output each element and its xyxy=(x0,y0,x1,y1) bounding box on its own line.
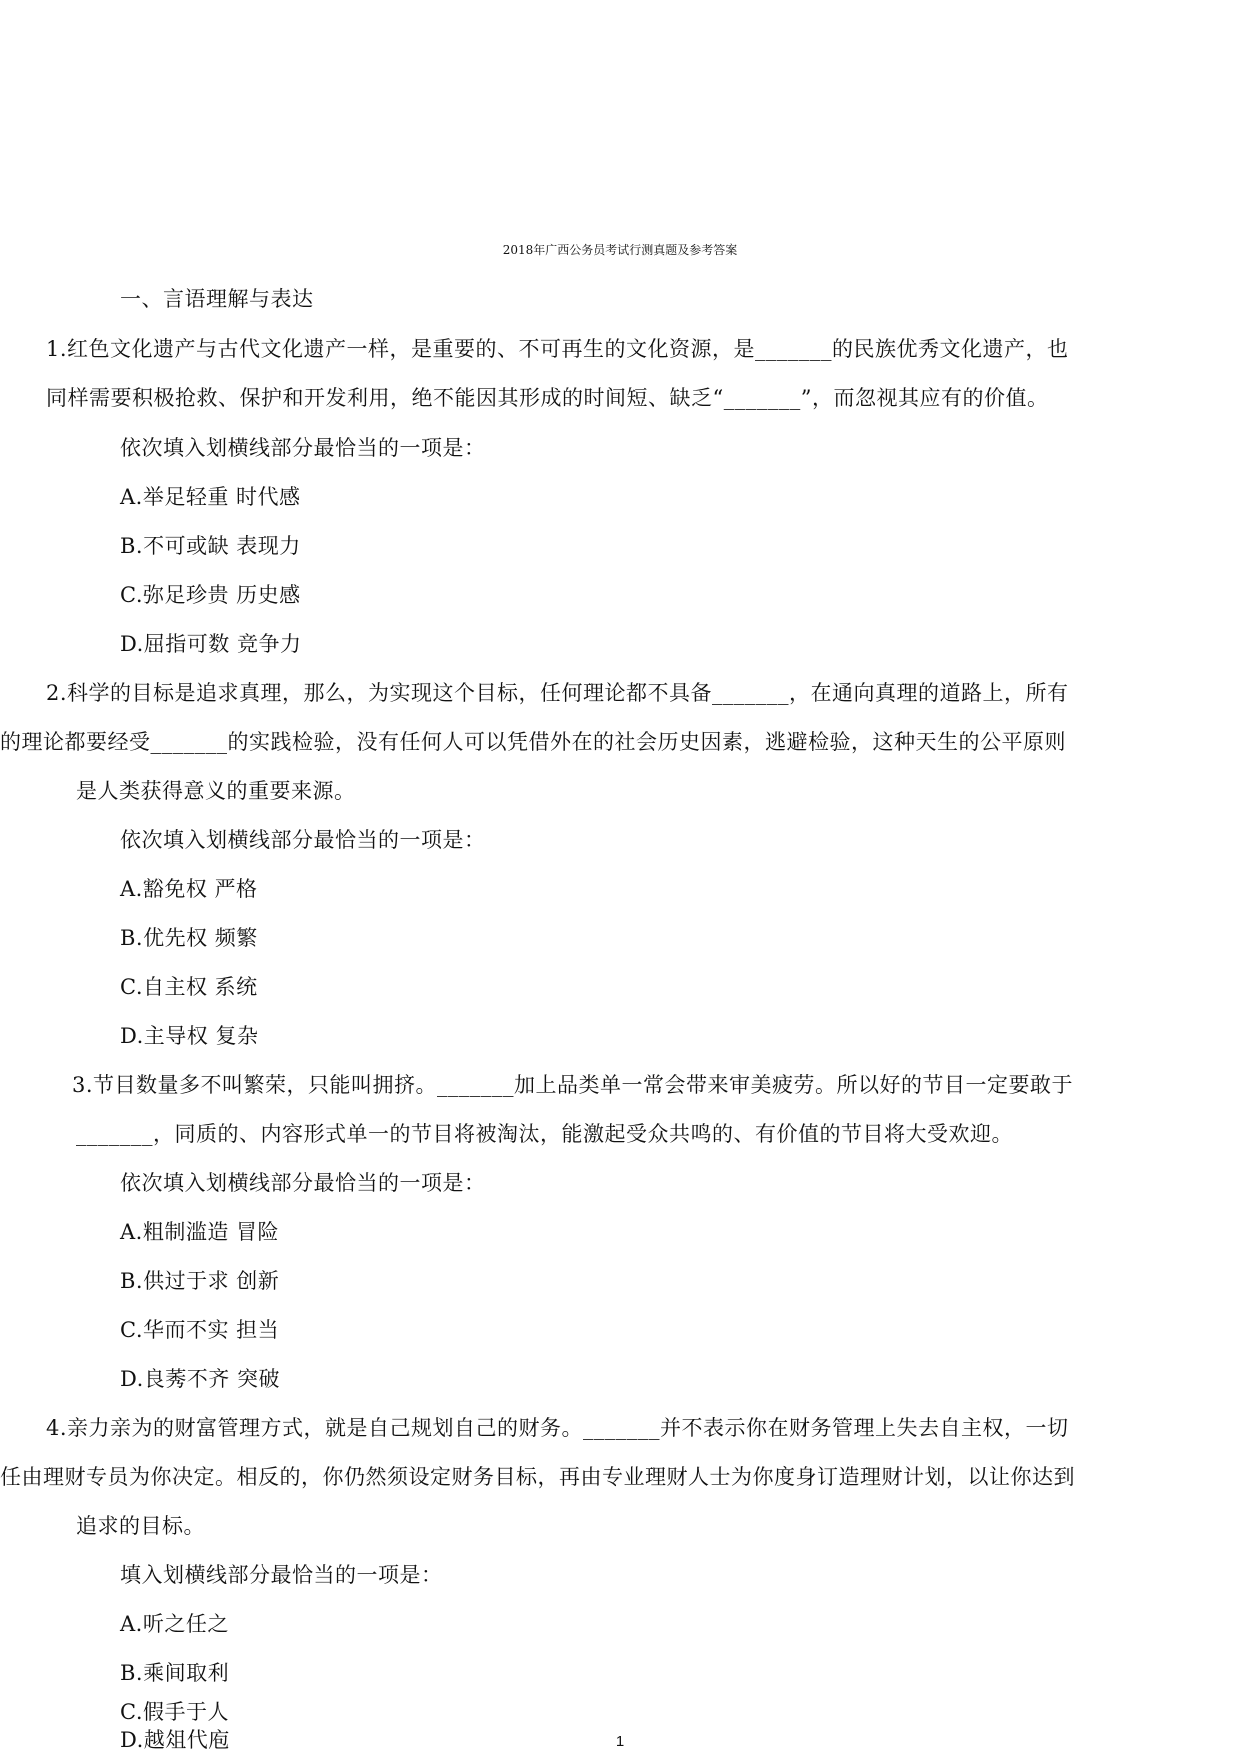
question-1-line-1: 1.红色文化遗产与古代文化遗产一样，是重要的、不可再生的文化资源，是_______的民族优秀文化遗产，也 xyxy=(46,337,1069,361)
question-1-option-d: D.屈指可数 竞争力 xyxy=(120,632,302,656)
question-4-line-1: 4.亲力亲为的财富管理方式，就是自己规划自己的财务。_______并不表示你在财务管理上失去自主权，一切 xyxy=(46,1416,1069,1440)
question-4-prompt: 填入划横线部分最恰当的一项是： xyxy=(120,1563,443,1587)
page-number: 1 xyxy=(615,1733,625,1750)
question-3-prompt: 依次填入划横线部分最恰当的一项是： xyxy=(120,1171,486,1195)
question-1-option-b: B.不可或缺 表现力 xyxy=(120,534,301,558)
question-4-line-3: 追求的目标。 xyxy=(76,1514,205,1538)
question-2-option-a: A.豁免权 严格 xyxy=(120,877,258,901)
question-3-option-d: D.良莠不齐 突破 xyxy=(120,1367,280,1391)
question-4-option-a: A.听之任之 xyxy=(120,1612,229,1636)
question-3-line-2: _______，同质的、内容形式单一的节目将被淘汰，能激起受众共鸣的、有价值的节目将大受欢迎。 xyxy=(76,1122,1013,1146)
document-title: 2018年广西公务员考试行测真题及参考答案 xyxy=(502,243,738,257)
question-4-option-b: B.乘间取利 xyxy=(120,1661,230,1685)
question-1-option-c: C.弥足珍贵 历史感 xyxy=(120,583,301,607)
question-3-option-b: B.供过于求 创新 xyxy=(120,1269,280,1293)
question-3-option-a: A.粗制滥造 冒险 xyxy=(120,1220,280,1244)
question-4-option-d: D.越俎代庖 xyxy=(120,1728,230,1752)
question-4-option-c: C.假手于人 xyxy=(120,1700,229,1724)
question-2-option-d: D.主导权 复杂 xyxy=(120,1024,259,1048)
question-3-line-1: 3.节目数量多不叫繁荣，只能叫拥挤。_______加上品类单一常会带来审美疲劳。所以好的节目一定要敢于 xyxy=(72,1073,1074,1097)
question-1-prompt: 依次填入划横线部分最恰当的一项是： xyxy=(120,436,486,460)
section-heading: 一、言语理解与表达 xyxy=(120,287,314,311)
question-2-option-b: B.优先权 频繁 xyxy=(120,926,258,950)
question-4-line-2: 任由理财专员为你决定。相反的，你仍然须设定财务目标，再由专业理财人士为你度身订造理财计划，以让你达到 xyxy=(0,1465,1075,1489)
question-2-line-1: 2.科学的目标是追求真理，那么，为实现这个目标，任何理论都不具备_______，在通向真理的道路上，所有 xyxy=(46,681,1069,705)
question-3-option-c: C.华而不实 担当 xyxy=(120,1318,280,1342)
question-2-line-2: 的理论都要经受_______的实践检验，没有任何人可以凭借外在的社会历史因素，逃避检验，这种天生的公平原则 xyxy=(0,730,1066,754)
question-1-line-2: 同样需要积极抢救、保护和开发利用，绝不能因其形成的时间短、缺乏“_______”，而忽视其应有的价值。 xyxy=(46,386,1049,410)
question-2-option-c: C.自主权 系统 xyxy=(120,975,258,999)
question-2-prompt: 依次填入划横线部分最恰当的一项是： xyxy=(120,828,486,852)
question-2-line-3: 是人类获得意义的重要来源。 xyxy=(76,779,356,803)
question-1-option-a: A.举足轻重 时代感 xyxy=(120,485,301,509)
